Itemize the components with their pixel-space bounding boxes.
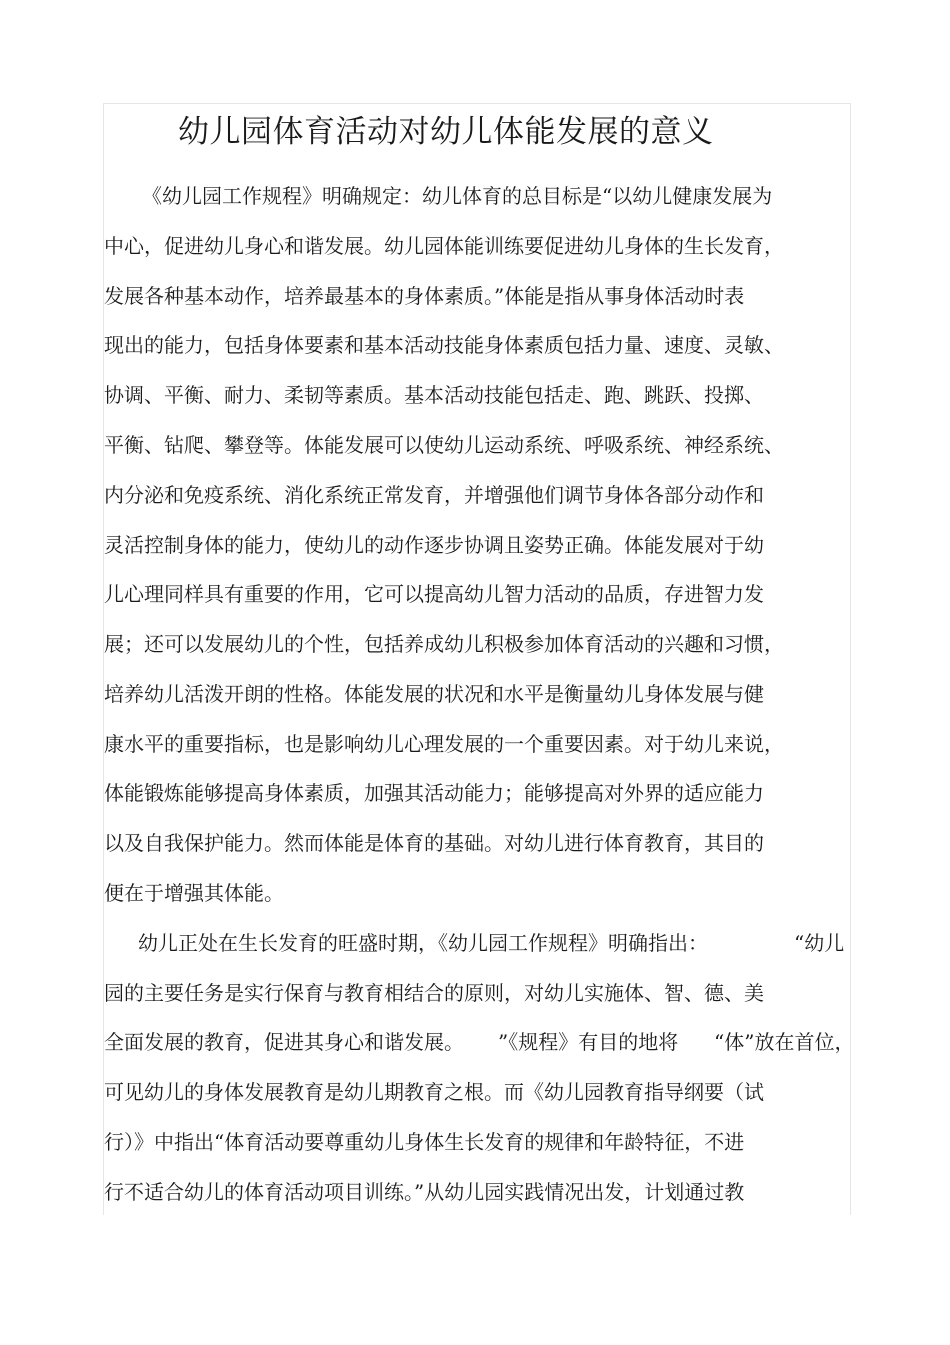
text-line: 儿心理同样具有重要的作用，它可以提高幼儿智力活动的品质，存进智力发: [104, 582, 764, 606]
text-line: 展；还可以发展幼儿的个性，包括养成幼儿积极参加体育活动的兴趣和习惯，: [104, 632, 784, 656]
text-line: 现出的能力，包括身体要素和基本活动技能身体素质包括力量、速度、灵敏、: [104, 333, 784, 357]
text-line: 中心，促进幼儿身心和谐发展。幼儿园体能训练要促进幼儿身体的生长发育，: [104, 234, 784, 258]
text-line: “幼儿: [794, 931, 845, 955]
text-line: 内分泌和免疫系统、消化系统正常发育，并增强他们调节身体各部分动作和: [104, 483, 764, 507]
document-title: 幼儿园体育活动对幼儿体能发展的意义: [178, 114, 714, 150]
text-line: 体能锻炼能够提高身体素质，加强其活动能力；能够提高对外界的适应能力: [104, 781, 764, 805]
text-line: 《幼儿园工作规程》明确规定：幼儿体育的总目标是“以幼儿健康发展为: [142, 184, 773, 208]
text-line: 园的主要任务是实行保育与教育相结合的原则，对幼儿实施体、智、德、美: [104, 981, 764, 1005]
text-line: 行）》中指出“体育活动要尊重幼儿身体生长发育的规律和年龄特征，不进: [104, 1130, 745, 1154]
text-line: ”《规程》有目的地将: [498, 1030, 679, 1054]
text-line: 康水平的重要指标，也是影响幼儿心理发展的一个重要因素。对于幼儿来说，: [104, 732, 784, 756]
text-line: 可见幼儿的身体发展教育是幼儿期教育之根。而《幼儿园教育指导纲要（试: [104, 1080, 764, 1104]
text-line: 行不适合幼儿的体育活动项目训练。”从幼儿园实践情况出发，计划通过教: [104, 1180, 745, 1204]
text-line: 便在于增强其体能。: [104, 881, 284, 905]
text-line: 协调、平衡、耐力、柔韧等素质。基本活动技能包括走、跑、跳跃、投掷、: [104, 383, 764, 407]
text-line: 发展各种基本动作，培养最基本的身体素质。”体能是指从事身体活动时表: [104, 284, 745, 308]
text-line: 以及自我保护能力。然而体能是体育的基础。对幼儿进行体育教育，其目的: [104, 831, 764, 855]
text-line: 平衡、钻爬、攀登等。体能发展可以使幼儿运动系统、呼吸系统、神经系统、: [104, 433, 784, 457]
text-line: 培养幼儿活泼开朗的性格。体能发展的状况和水平是衡量幼儿身体发展与健: [104, 682, 764, 706]
text-line: 全面发展的教育，促进其身心和谐发展。: [104, 1030, 464, 1054]
text-line: 灵活控制身体的能力，使幼儿的动作逐步协调且姿势正确。体能发展对于幼: [104, 533, 764, 557]
text-line: 幼儿正处在生长发育的旺盛时期，《幼儿园工作规程》明确指出：: [138, 931, 708, 955]
text-line: “体”放在首位，: [714, 1030, 855, 1054]
